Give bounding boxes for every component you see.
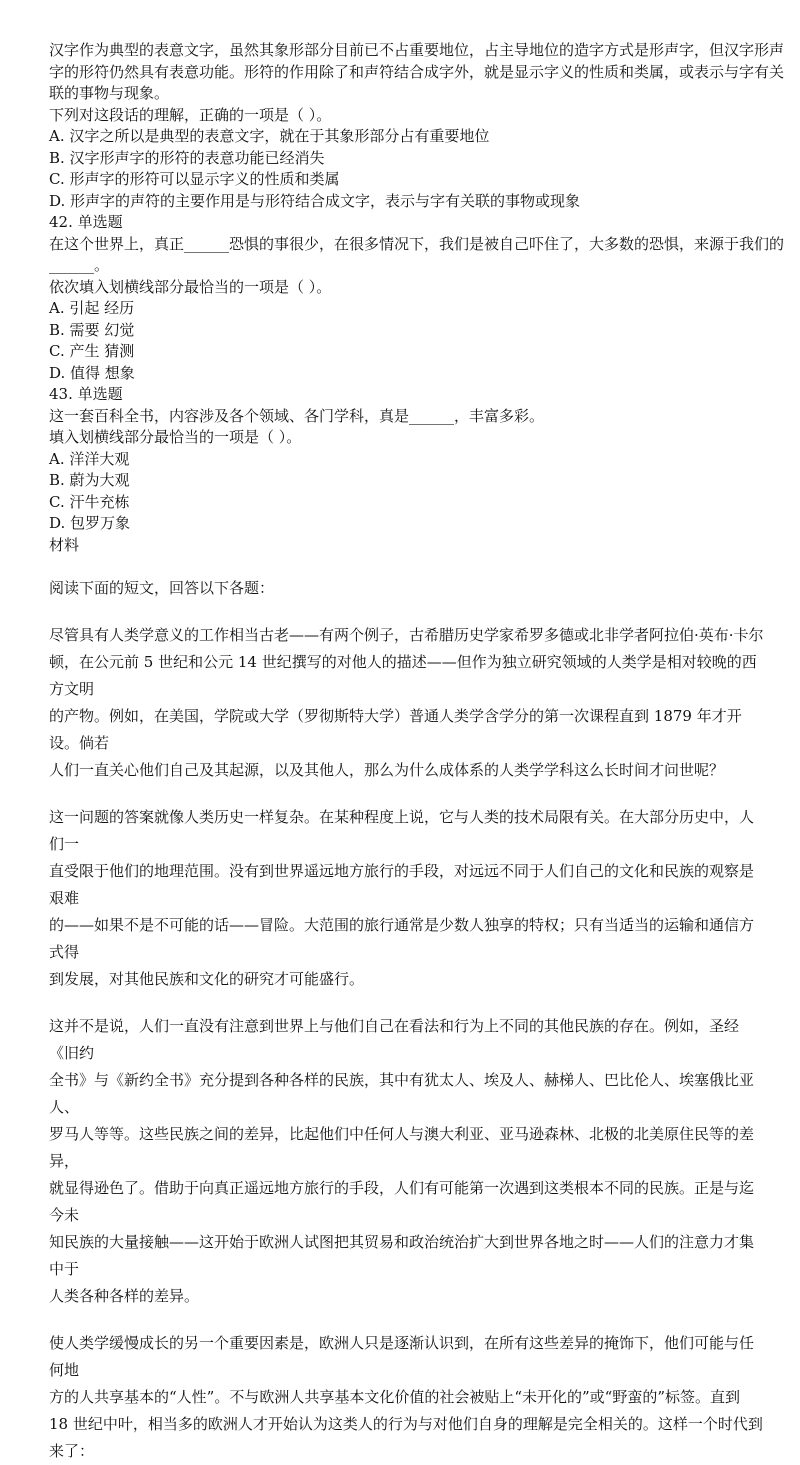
paragraph-line: 到发展，对其他民族和文化的研究才可能盛行。: [49, 969, 365, 988]
material-paragraph-1: [49, 622, 765, 784]
paragraph-line: 18 世纪中叶，相当多的欧洲人才开始认为这类人的行为与对他们自身的理解是完全相关的。这样一个时代到来了：: [49, 1414, 763, 1460]
paragraph-line: 这一问题的答案就像人类历史一样复杂。在某种程度上说，它与人类的技术局限有关。在大部分历史中，人们一: [49, 807, 755, 853]
paragraph-line: 的——如果不是不可能的话——冒险。大范围的旅行通常是少数人独享的特权；只有当适当的运输和通信方式得: [49, 915, 755, 961]
question-42: [49, 212, 785, 384]
option-b: B. 需要 幻觉: [49, 320, 135, 339]
material-paragraph-4: [49, 1330, 765, 1465]
option-d: D. 值得 想象: [49, 363, 135, 382]
option-d: D. 包罗万象: [49, 514, 131, 532]
passage-line: 联的事物与现象。: [49, 84, 170, 102]
paragraph-line: 的产物。例如，在美国，学院或大学（罗彻斯特大学）普通人类学含学分的第一次课程直到 1879 年才开设。倘若: [49, 706, 742, 752]
question-stem: 下列对这段话的理解，正确的一项是（ ）。: [49, 105, 332, 124]
material-paragraph-3: [49, 1013, 765, 1310]
question-stem: 填入划横线部分最恰当的一项是（ ）。: [49, 428, 302, 446]
document-page: [49, 40, 785, 1465]
question-sentence-line: ______。: [49, 256, 110, 274]
question-41: [49, 40, 785, 212]
option-c: C. 形声字的形符可以显示字义的性质和类属: [49, 170, 340, 188]
reading-instruction: 阅读下面的短文，回答以下各题：: [49, 579, 275, 597]
option-c: C. 汗牛充栋: [49, 492, 130, 511]
option-c: C. 产生 猜测: [49, 342, 135, 360]
paragraph-line: 这并不是说，人们一直没有注意到世界上与他们自己在看法和行为上不同的其他民族的存在。例如，圣经《旧约: [49, 1016, 740, 1062]
paragraph-line: 人们一直关心他们自己及其起源，以及其他人，那么为什么成体系的人类学学科这么长时间才问世呢？: [49, 760, 725, 779]
paragraph-line: 罗马人等等。这些民族之间的差异，比起他们中任何人与澳大利亚、亚马逊森林、北极的北美原住民等的差异，: [49, 1124, 755, 1170]
question-sentence: 这一套百科全书，内容涉及各个领域、各门学科，真是______，丰富多彩。: [49, 406, 545, 425]
option-a: A. 引起 经历: [49, 299, 135, 317]
option-b: B. 汉字形声字的形符的表意功能已经消失: [49, 148, 325, 167]
paragraph-line: 知民族的大量接触——这开始于欧洲人试图把其贸易和政治统治扩大到世界各地之时——人们的注意力才集中于: [49, 1232, 755, 1278]
question-sentence-line: 在这个世界上，真正______恐惧的事很少，在很多情况下，我们是被自己吓住了，大多数的恐惧，来源于我们的: [49, 234, 785, 253]
option-d: D. 形声字的声符的主要作用是与形符结合成文字，表示与字有关联的事物或现象: [49, 191, 581, 210]
option-b: B. 蔚为大观: [49, 471, 130, 489]
question-number: 42. 单选题: [49, 213, 123, 231]
paragraph-line: 尽管具有人类学意义的工作相当古老——有两个例子，古希腊历史学家希罗多德或北非学者阿拉伯·英布·卡尔: [49, 625, 764, 644]
paragraph-line: 使人类学缓慢成长的另一个重要因素是，欧洲人只是逐渐认识到，在所有这些差异的掩饰下，他们可能与任何地: [49, 1333, 755, 1379]
paragraph-line: 就显得逊色了。借助于向真正遥远地方旅行的手段，人们有可能第一次遇到这类根本不同的民族。正是与迄今未: [49, 1178, 755, 1224]
question-number: 43. 单选题: [49, 385, 123, 403]
passage-line: 汉字作为典型的表意文字，虽然其象形部分目前已不占重要地位，占主导地位的造字方式是形声字，但汉字形声: [49, 41, 785, 59]
material-label: 材料: [49, 535, 80, 554]
option-a: A. 洋洋大观: [49, 449, 130, 468]
paragraph-line: 顿，在公元前 5 世纪和公元 14 世纪撰写的对他人的描述——但作为独立研究领域的人类学是相对较晚的西方文明: [49, 652, 757, 698]
paragraph-line: 方的人共享基本的“人性”。不与欧洲人共享基本文化价值的社会被贴上“未开化的”或“野蛮的”标签。直到: [49, 1387, 741, 1406]
paragraph-line: 人类各种各样的差异。: [49, 1286, 200, 1305]
paragraph-line: 全书》与《新约全书》充分提到各种各样的民族，其中有犹太人、埃及人、赫梯人、巴比伦人、埃塞俄比亚人、: [49, 1070, 755, 1116]
question-43: [49, 384, 765, 556]
material-paragraph-2: [49, 804, 765, 993]
question-stem: 依次填入划横线部分最恰当的一项是（ ）。: [49, 277, 332, 296]
option-a: A. 汉字之所以是典型的表意文字，就在于其象形部分占有重要地位: [49, 127, 490, 145]
paragraph-line: 直受限于他们的地理范围。没有到世界遥远地方旅行的手段，对远远不同于人们自己的文化和民族的观察是艰难: [49, 861, 755, 907]
passage-line: 字的形符仍然具有表意功能。形符的作用除了和声符结合成字外，就是显示字义的性质和类属，或表示与字有关: [49, 62, 785, 81]
